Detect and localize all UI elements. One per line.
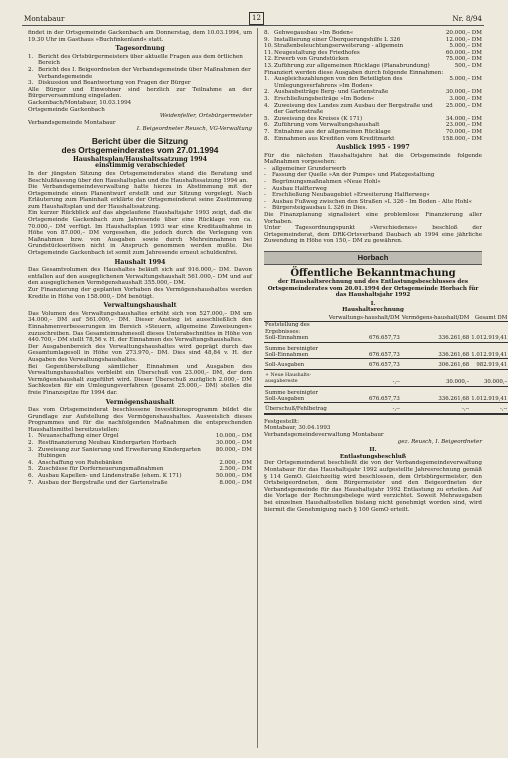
section-number: II.: [369, 447, 377, 454]
investment-item: 3. Zuweisung zur Sanierung und Erweiterung Kindergarten Hubingen 80.000,– DM: [28, 446, 252, 460]
table-row: [264, 362, 508, 369]
investment-item: 10. Straßenbeleuchtungserweiterung - allgemein 5.000,– DM: [264, 43, 482, 50]
column-header: Gesamt DM: [470, 315, 508, 322]
outlook-item: - Ausbau Halfterweg: [264, 185, 327, 192]
table-row: [264, 346, 508, 359]
column-divider: [257, 28, 258, 748]
section-heading: Ausblick 1995 - 1997: [336, 144, 410, 152]
signature: I. Beigeordneter Reusch, VG-Verwaltung: [136, 126, 252, 133]
amount-cell: -,--: [470, 406, 508, 413]
amount-cell: 336.261,68: [401, 390, 470, 403]
investment-list: [28, 433, 252, 486]
section-heading: Haushaltsrechnung: [342, 307, 404, 314]
section-heading: Entlastungsbeschluß: [339, 453, 407, 460]
amount-cell: -,--: [401, 406, 470, 413]
financing-item: 2. Ausbaubeiträge Berg- und Gartenstraße 30.000,– DM: [264, 89, 482, 96]
column-header: Verwaltungs-haushalt/DM: [328, 314, 400, 321]
financing-item: 8. Einnahmen aus Krediten vom Kreditmarkt 158.000,– DM: [264, 135, 482, 142]
org-name: Verbandsgemeindeverwaltung Montabaur: [264, 432, 384, 439]
org-name: Verbandsgemeinde Montabaur: [28, 119, 116, 126]
org-name: Ortsgemeinde Gackenbach: [28, 106, 105, 113]
page-number: 12: [249, 12, 264, 25]
row-label: Soll-Ausgaben: [264, 362, 328, 369]
amount-cell: 1.012.919,41: [470, 346, 508, 359]
paragraph: Das vom Ortsgemeinderat beschlossene Investitionsprogramm bildet die Grundlage zur Aufstellung des Vermögenshaushaltes. Ausweislich dieses Programmes und für die nachfolgenden Maßnahmen die entsprechenden Haushaltsmittel bereitzustellen:: [28, 407, 252, 433]
table-row: [264, 373, 508, 386]
article-headline: Bericht über die Sitzung des Ortsgemeinderates vom 27.01.1994: [61, 135, 219, 156]
investment-list-continued: [264, 30, 482, 70]
financing-item: 7. Entnahme aus der allgemeinen Rücklage 70.000,– DM: [264, 128, 482, 135]
paragraph: Zur Finanzierung der geplanten Vorhaben des Vermögenshaushaltes werden Kredite in Höhe von 158.000,– DM benötigt.: [28, 287, 252, 300]
agenda-list: [28, 54, 252, 87]
amount-cell: -,--: [328, 406, 401, 413]
paragraph: Der Ausgabenbereich des Verwaltungshaushaltes wird geprägt durch das Gesamtumlagesoll in Höhe von 273.970,– DM. Dies sind 48,84 v. H. der Ausgaben des Verwaltungshaushaltes.: [28, 343, 252, 363]
amount-cell: 30.000,–: [401, 373, 470, 386]
announcement-subtitle: der Haushaltsrechnung und des Entlastungsbeschlusses des Ortsgemeinderates vom 20.01.1994 der Ortsgemeinde Horbach für das Haushaltsjahr 1992: [267, 279, 479, 299]
page-header: [22, 12, 484, 26]
agenda-item: 1. Bericht des Ortsbürgermeisters über aktuelle Fragen aus dem örtlichen Bereich: [28, 53, 243, 67]
outlook-item: - allgemeiner Grunderwerb: [264, 165, 346, 172]
amount-cell: 336.261,68: [401, 335, 470, 342]
paragraph: Unter Tagesordnungspunkt »Verschiedenes« beschloß der Ortsgemeinderat, dem DRK-Ortsverband Daubach ab 1994 eine jährliche Zuwendung in Höhe von 150,– DM zu gewähren.: [264, 225, 482, 245]
paragraph: Das Gesamtvolumen des Haushaltes beläuft sich auf 916.000,– DM. Davon entfallen auf den ausgeglichenen Verwaltungshaushalt 561.000,– DM und auf den ausgeglichenen Vermögenshaushalt 355.000,– DM.: [28, 267, 252, 287]
row-label: + Neue Haushalts-ausgabereste: [264, 373, 328, 386]
financing-item: 5. Zuweisung des Kreises (K 171) 34.000,– DM: [264, 115, 482, 122]
outlook-item: - Erschließung Neubaugebiet »Erweiterung Halfterweg«: [264, 192, 430, 199]
investment-item: 1. Neuanschaffung einer Orgel 10.000,– DM: [28, 433, 252, 440]
financing-item: 1. Ausgleichszahlungen von den Beteiligten des Umlegungsverfahrens »Im Boden« 5.000,– DM: [264, 76, 482, 89]
header-rule: [22, 25, 484, 26]
outlook-item: - Begrünungsmaßnahmen »Neue Hohl«: [264, 179, 381, 186]
amount-cell: 676.657,73: [328, 390, 401, 403]
financing-item: 3. Erschließungsbeiträge »Im Boden« 3.000,– DM: [264, 95, 482, 102]
amount-cell: 336.261,68: [401, 346, 470, 359]
investment-item: 8. Gehwegausbau »Im Boden« 20.000,– DM: [264, 30, 482, 36]
paragraph: In der jüngsten Sitzung des Ortsgemeinderates stand die Beratung und Beschlußfassung über den Haushaltsplan und die Haushaltssatzung 1994 an.: [28, 170, 252, 184]
intro-text: findet in der Ortsgemeinde Gackenbach am Donnerstag, dem 10.03.1994, um 19.30 Uhr im Gasthaus »Buchfinkenland« statt.: [28, 30, 252, 43]
investment-item: 9. Installierung einer Überquerungshilfe L 326 12.000,– DM: [264, 36, 482, 43]
investment-item: 7. Ausbau der Bergstraße und der Gartenstraße 8.000,– DM: [28, 479, 252, 486]
section-number: I.: [370, 300, 376, 307]
section-banner-horbach: Horbach: [264, 251, 482, 265]
investment-item: 11. Neugestaltung des Friedhofes 60.000,– DM: [264, 49, 482, 56]
financing-list: [264, 76, 482, 142]
amount-cell: -,--: [328, 373, 401, 386]
agenda-title: Tagesordnung: [115, 45, 165, 53]
right-column: [264, 30, 508, 752]
section-heading: Haushalt 1994: [114, 258, 166, 266]
paragraph: Ein kurzer Rückblick auf das abgelaufene Haushaltsjahr 1993 zeigt, daß die Ortsgemeinde Gackenbach zum Jahresende über eine Rücklage von ca. 70.000,– DM verfügt. Im Haushaltsplan 1993 war eine Kreditaufnahme in Höhe von 87.000,– DM vorgesehen, die jedoch durch die Verlegung von Maßnahmen bzw. von Ausgaben sowie durch Mehreinnahmen bei Grundstückserlösen nicht in Anspruch genommen werden mußte. Die Ortsgemeinde Gackenbach ist somit zum Jahresende erneut schuldenfrei.: [28, 210, 252, 257]
investment-item: 6. Ausbau Kapellen- und Lindenstraße (ehem. K 171) 50.000,– DM: [28, 473, 252, 480]
row-label: Feststellung des Ergebnisses:: [265, 322, 310, 335]
paragraph: Das Volumen des Verwaltungshaushaltes erhöht sich von 527.000,– DM um 34.000,– DM auf 561.000,– DM. Dieser Anstieg ist ausschließlich den Einnahmenverbesserungen im Bereich »Steuern, allgemeine Zuweisungen« zuzuschreiben. Das Gesamteinnahmesoll dieses Unterabschnittes in Höhe von 440.700,– DM stellt 78,56 v. H. der Einnahmen des Verwaltungshaushaltes.: [28, 310, 252, 344]
table-header-row: [264, 315, 508, 322]
amount-cell: [470, 322, 508, 335]
financing-intro: Finanziert werden diese Ausgaben durch folgende Einnahmen:: [264, 69, 444, 76]
signature: gez. Reusch, I. Beigeordneter: [397, 438, 482, 445]
outlook-item: - Ausbau Fußweg zwischen den Straßen »L 326 - Im Boden - Alte Hohl«: [264, 198, 473, 205]
table-row: [264, 335, 508, 342]
amount-cell: 676.657,73: [328, 346, 401, 359]
column-header: Vermögens-haushalt/DM: [401, 314, 470, 321]
paragraph: Die Verbandsgemeindeverwaltung hatte hierzu in Abstimmung mit der Ortsgemeinde einen Planentwurf erstellt und zur Sitzung vorgelegt. Nach Erläuterung zum Planinhalt erklärte der Ortsgemeinderat seine Zustimmung zum Haushaltsplan und der Haushaltssatzung.: [28, 184, 252, 210]
invitation-text: Alle Bürger und Einwohner sind herzlich zur Teilnahme an der Bürgerversammlung eingeladen.: [28, 86, 252, 100]
outlook-list: [264, 166, 482, 212]
paragraph: Die Finanzplanung signalisiert eine problemlose Finanzierung aller Vorhaben.: [264, 212, 482, 225]
newspaper-page: [22, 12, 508, 752]
agenda-item: 2. Bericht des I. Beigeordneten der Verbandsgemeinde über Maßnahmen der Verbandsgemeinde: [28, 66, 251, 80]
section-heading: Verwaltungshaushalt: [103, 302, 177, 310]
investment-item: 12. Erwerb von Grundstücken 75.000,– DM: [264, 56, 482, 63]
agenda-item: 3. Diskussion und Beantwortung von Fragen der Bürger: [28, 80, 191, 87]
article-subhead: einstimmig verabschiedet: [95, 162, 185, 170]
row-label: Summe bereinigter Soll-Einnahmen: [264, 346, 328, 359]
amount-cell: 1.012.919,41: [471, 335, 508, 342]
row-label: Soll-Einnahmen: [264, 335, 328, 342]
paragraph: Der Ortsgemeinderat beschließt die von der Verbandsgemeindeverwaltung Montabaur für das Haushaltsjahr 1992 aufgestellte Jahresrechnung gemäß § 114 GemO. Gleichzeitig wird beschlossen, dem Ortsbürgermeister, den Ortsbeigeordneten, dem Bürgermeister und den Beigeordneten der Verbandsgemeinde für das Haushaltsjahr 1992 Entlastung zu erteilen. Auf die Vorlage der Rechnungsbelege wird verzichtet. Soweit Mehrausgaben bei einzelnen Haushaltsstellen bislang nicht genehmigt worden sind, wird hiermit die Genehmigung nach § 100 GemO erteilt.: [264, 460, 482, 513]
paragraph: Für die nächsten Haushaltsjahre hat die Ortsgemeinde folgende Maßnahmen vorgesehen:: [264, 152, 482, 166]
amount-cell: [328, 322, 401, 335]
announcement-title: Öffentliche Bekanntmachung: [290, 268, 456, 279]
article-subhead: Haushaltsplan/Haushaltssatzung 1994: [72, 155, 208, 163]
investment-item: 2. Restfinanzierung Neubau Kindergarten Horbach 30.000,– DM: [28, 440, 252, 447]
budget-table: [264, 315, 508, 415]
amount-cell: 676.657,73: [328, 335, 401, 342]
financing-item: 6. Zuführung vom Verwaltungshaushalt 23.000,– DM: [264, 122, 482, 129]
header-town: Montabaur: [24, 14, 65, 23]
issue-number: Nr. 8/94: [452, 14, 482, 23]
investment-item: 4. Anschaffung von Ruhebänken 2.000,– DM: [28, 459, 252, 466]
left-column: [28, 30, 252, 752]
date-line: Gackenbach/Montabaur, 10.03.1994: [28, 99, 132, 106]
amount-cell: 982.919,41: [470, 362, 508, 369]
signature: Weidenfeller, Ortsbürgermeister: [159, 113, 252, 120]
row-label: Summe bereinigter Soll-Ausgaben: [264, 390, 328, 403]
amount-cell: 1.012.919,41: [470, 390, 508, 403]
outlook-item: - Bürgersteigausbau L 326 in Dies.: [264, 205, 368, 212]
amount-cell: 676.657,73: [328, 362, 401, 369]
table-row: [264, 390, 508, 403]
table-row: [264, 322, 508, 335]
fest-label: Festgestellt:: [264, 418, 300, 425]
table-row: [264, 406, 508, 413]
amount-cell: 306.261,68: [401, 362, 470, 369]
paragraph: Bei Gegenüberstellung sämtlicher Einnahmen und Ausgaben des Verwaltungshaushaltes verbleibt ein Überschuß von 23.000,– DM, der dem Vermögenshaushalt zugeführt wird. Dieser Überschuß zuzüglich 2.000,– DM Sachkosten für ein Umlegungsverfahren (gesamt 25.000,– DM) stellen die freie Finanzspitze für 1994 dar.: [28, 363, 252, 396]
investment-item: 5. Zuschüsse für Dorferneuerungsmaßnahmen 2.500,– DM: [28, 466, 252, 473]
amount-cell: 30.000,–: [470, 373, 508, 386]
investment-item: 13. Zuführung zur allgemeinen Rücklage (Planabrundung) 500,– DM: [264, 62, 482, 69]
row-label: Überschuß/Fehlbetrag: [265, 406, 327, 413]
date-line: Montabaur, 30.04.1993: [264, 425, 331, 432]
amount-cell: [401, 322, 470, 335]
outlook-item: - Fassung der Quelle »An der Pumpe« und Platzgestaltung: [264, 172, 435, 179]
section-heading: Vermögenshaushalt: [105, 398, 175, 406]
financing-item: 4. Zuweisung des Landes zum Ausbau der Bergstraße und der Gartenstraße 25.000,– DM: [264, 102, 482, 116]
